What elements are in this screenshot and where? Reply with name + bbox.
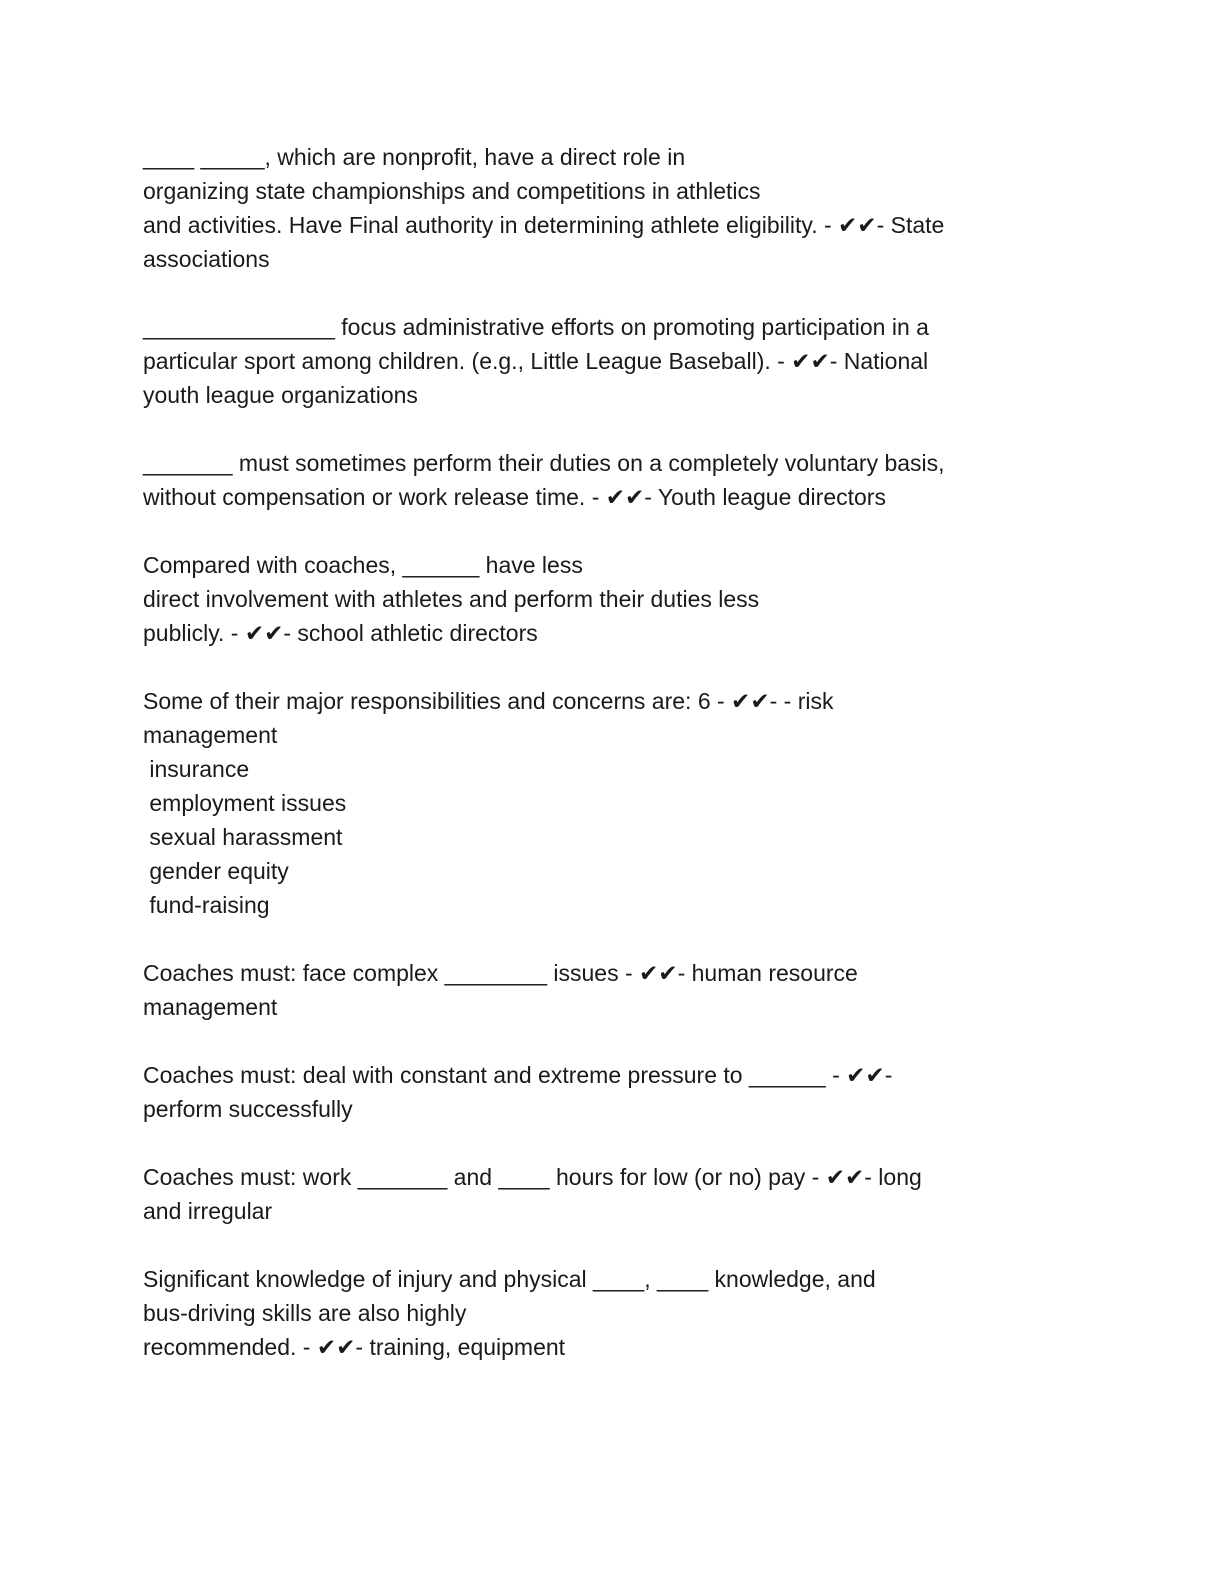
flashcard-entry-7 — [143, 1058, 1063, 1126]
text-line: ____ _____, which are nonprofit, have a direct role in — [143, 144, 686, 170]
text-line: Compared with coaches, ______ have less — [143, 552, 583, 578]
text-line: organizing state championships and competitions in athletics — [143, 178, 761, 204]
list-item: sexual harassment — [143, 824, 343, 850]
list-item: fund-raising — [143, 892, 270, 918]
text-line: Coaches must: face complex ________ issues - ✔✔- human resource — [143, 960, 858, 986]
flashcard-entry-8 — [143, 1160, 1063, 1228]
text-line: and irregular — [143, 1198, 273, 1224]
flashcard-entry-2 — [143, 310, 1063, 412]
text-line: management — [143, 994, 278, 1020]
text-line: recommended. - ✔✔- training, equipment — [143, 1334, 566, 1360]
flashcard-entry-9 — [143, 1262, 1063, 1364]
text-line: Coaches must: deal with constant and extreme pressure to ______ - ✔✔- — [143, 1062, 893, 1088]
text-line: _______________ focus administrative efforts on promoting participation in a — [143, 314, 929, 340]
text-line: Coaches must: work _______ and ____ hours for low (or no) pay - ✔✔- long — [143, 1164, 922, 1190]
text-line: particular sport among children. (e.g., Little League Baseball). - ✔✔- National — [143, 348, 929, 374]
flashcard-entry-1 — [143, 140, 1063, 276]
text-line: publicly. - ✔✔- school athletic directors — [143, 620, 538, 646]
flashcard-entry-3 — [143, 446, 1063, 514]
text-line: and activities. Have Final authority in determining athlete eligibility. - ✔✔- State — [143, 212, 945, 238]
text-line: management — [143, 722, 278, 748]
flashcard-entry-4 — [143, 548, 1063, 650]
text-line: Significant knowledge of injury and physical ____, ____ knowledge, and — [143, 1266, 876, 1292]
list-item: insurance — [143, 756, 250, 782]
text-line: bus-driving skills are also highly — [143, 1300, 467, 1326]
list-item: employment issues — [143, 790, 347, 816]
text-line: direct involvement with athletes and perform their duties less — [143, 586, 760, 612]
text-line: youth league organizations — [143, 382, 418, 408]
text-line: _______ must sometimes perform their duties on a completely voluntary basis, — [143, 450, 945, 476]
flashcard-entry-6 — [143, 956, 1063, 1024]
list-item: gender equity — [143, 858, 289, 884]
text-line: without compensation or work release time. - ✔✔- Youth league directors — [143, 484, 886, 510]
text-line: Some of their major responsibilities and concerns are: 6 - ✔✔- - risk — [143, 688, 834, 714]
text-line: associations — [143, 246, 270, 272]
flashcard-entry-5 — [143, 684, 1063, 922]
document-body — [143, 140, 1063, 1398]
text-line: perform successfully — [143, 1096, 353, 1122]
